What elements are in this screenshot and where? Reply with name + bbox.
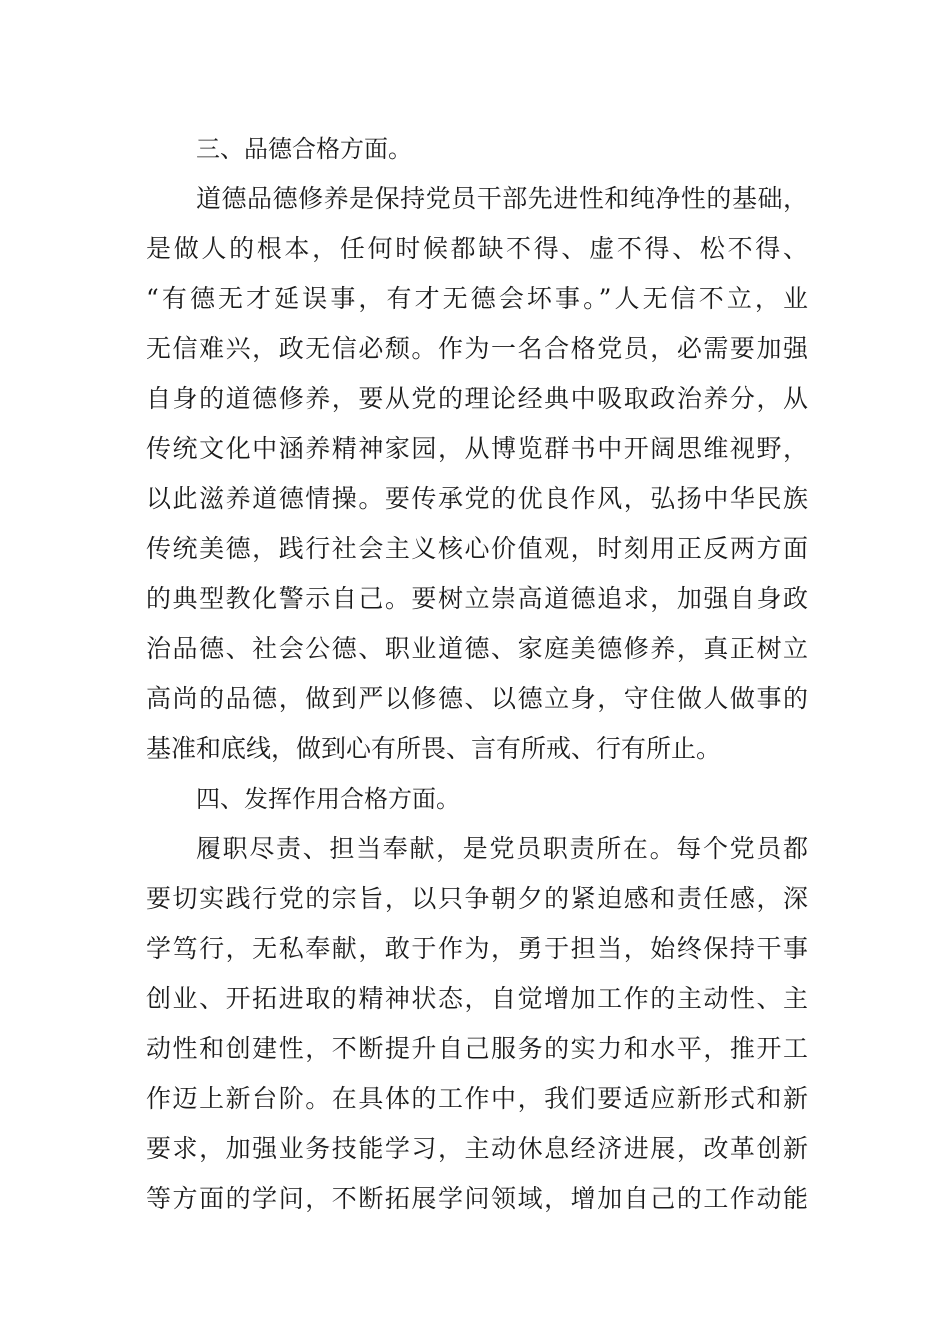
- paragraph-line: 道德品德修养是保持党员干部先进性和纯净性的基础，: [196, 184, 808, 213]
- paragraph-line: 要求，加强业务技能学习，主动休息经济进展，改革创新: [146, 1134, 808, 1163]
- paragraph-line: 无信难兴，政无信必颓。作为一名合格党员，必需要加强: [146, 334, 808, 363]
- paragraph-line: 履职尽责、担当奉献，是党员职责所在。每个党员都: [196, 834, 808, 863]
- section-3-paragraph: [146, 174, 808, 774]
- paragraph-line: 要切实践行党的宗旨，以只争朝夕的紧迫感和责任感，深: [146, 884, 808, 913]
- section-heading-3: 三、品德合格方面。: [196, 135, 412, 163]
- document-body: [146, 124, 808, 1224]
- paragraph-line: 等方面的学问，不断拓展学问领域，增加自己的工作动能: [146, 1184, 808, 1213]
- paragraph-line: 基准和底线，做到心有所畏、言有所戒、行有所止。: [146, 734, 722, 763]
- section-heading-4: 四、发挥作用合格方面。: [196, 785, 460, 813]
- paragraph-line: 自身的道德修养，要从党的理论经典中吸取政治养分，从: [146, 384, 808, 413]
- section-4-paragraph: [146, 824, 808, 1224]
- paragraph-line: 的典型教化警示自己。要树立崇高道德追求，加强自身政: [146, 584, 808, 613]
- paragraph-line: 高尚的品德，做到严以修德、以德立身，守住做人做事的: [146, 684, 808, 713]
- paragraph-line: 治品德、社会公德、职业道德、家庭美德修养，真正树立: [146, 634, 808, 663]
- paragraph-line: 传统美德，践行社会主义核心价值观，时刻用正反两方面: [146, 534, 808, 563]
- paragraph-line: 以此滋养道德情操。要传承党的优良作风，弘扬中华民族: [146, 484, 808, 513]
- paragraph-line: 动性和创建性，不断提升自己服务的实力和水平，推开工: [146, 1034, 808, 1063]
- paragraph-line: 是做人的根本，任何时候都缺不得、虚不得、松不得、: [146, 234, 808, 263]
- paragraph-line: 作迈上新台阶。在具体的工作中，我们要适应新形式和新: [146, 1084, 808, 1113]
- paragraph-line: “有德无才延误事，有才无德会坏事。”人无信不立，业: [146, 284, 808, 313]
- paragraph-line: 创业、开拓进取的精神状态，自觉增加工作的主动性、主: [146, 984, 808, 1013]
- paragraph-line: 传统文化中涵养精神家园，从博览群书中开阔思维视野，: [146, 434, 808, 463]
- paragraph-line: 学笃行，无私奉献，敢于作为，勇于担当，始终保持干事: [146, 934, 808, 963]
